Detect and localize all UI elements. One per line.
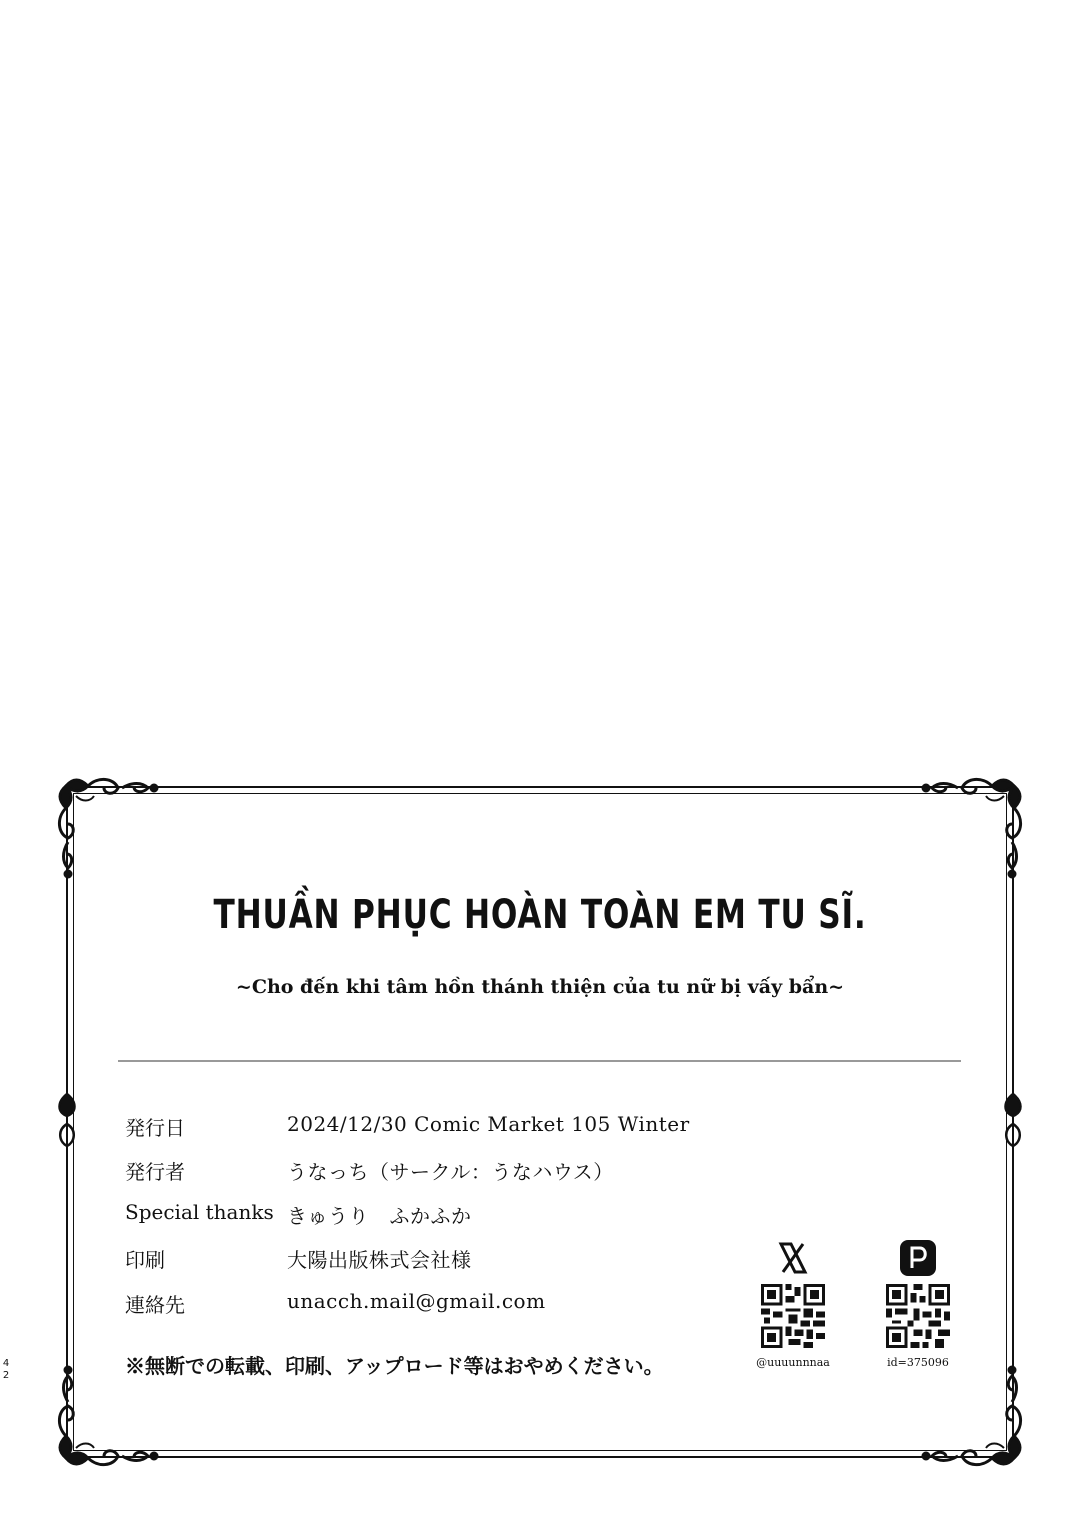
info-value: 2024/12/30 Comic Market 105 Winter (287, 1112, 690, 1136)
info-value: 大陽出版株式会社様 (287, 1248, 472, 1272)
page-number-digit: 2 (2, 1370, 10, 1381)
page-number (1, 1358, 11, 1382)
pixiv-qr-block[interactable] (873, 1238, 963, 1369)
info-label: 発行日 (125, 1116, 185, 1140)
pixiv-logo-icon (898, 1238, 938, 1278)
info-label: 発行者 (125, 1160, 185, 1184)
pixiv-id: id=375096 (887, 1356, 949, 1369)
info-value: うなっち（サークル：うなハウス） (287, 1160, 614, 1184)
copyright-notice: ※無断での転載、印刷、アップロード等はおやめください。 (125, 1354, 664, 1378)
divider (118, 1060, 961, 1062)
info-value: きゅうり ふかふか (287, 1204, 472, 1228)
page-number-text (1, 1358, 11, 1382)
page-number-digit: 4 (2, 1358, 10, 1369)
corner-ornament-icon (46, 766, 166, 886)
corner-ornament-icon (914, 1358, 1034, 1478)
info-label: Special thanks (125, 1200, 274, 1224)
x-logo-icon (773, 1238, 813, 1278)
book-subtitle: ~Cho đến khi tâm hồn thánh thiện của tu nữ bị vấy bẩn~ (235, 976, 845, 998)
x-qr-block[interactable] (748, 1238, 838, 1369)
info-label: 印刷 (125, 1248, 165, 1272)
qr-code-icon (761, 1284, 825, 1348)
info-label: 連絡先 (125, 1293, 185, 1317)
side-ornament-icon (53, 1090, 81, 1150)
side-ornament-icon (999, 1090, 1027, 1150)
x-handle: @uuuunnnaa (756, 1356, 830, 1369)
corner-ornament-icon (914, 766, 1034, 886)
contact-email[interactable]: unacch.mail@gmail.com (287, 1289, 546, 1313)
qr-code-icon (886, 1284, 950, 1348)
book-title: THUẦN PHỤC HOÀN TOÀN EM TU SĨ. (213, 892, 867, 938)
